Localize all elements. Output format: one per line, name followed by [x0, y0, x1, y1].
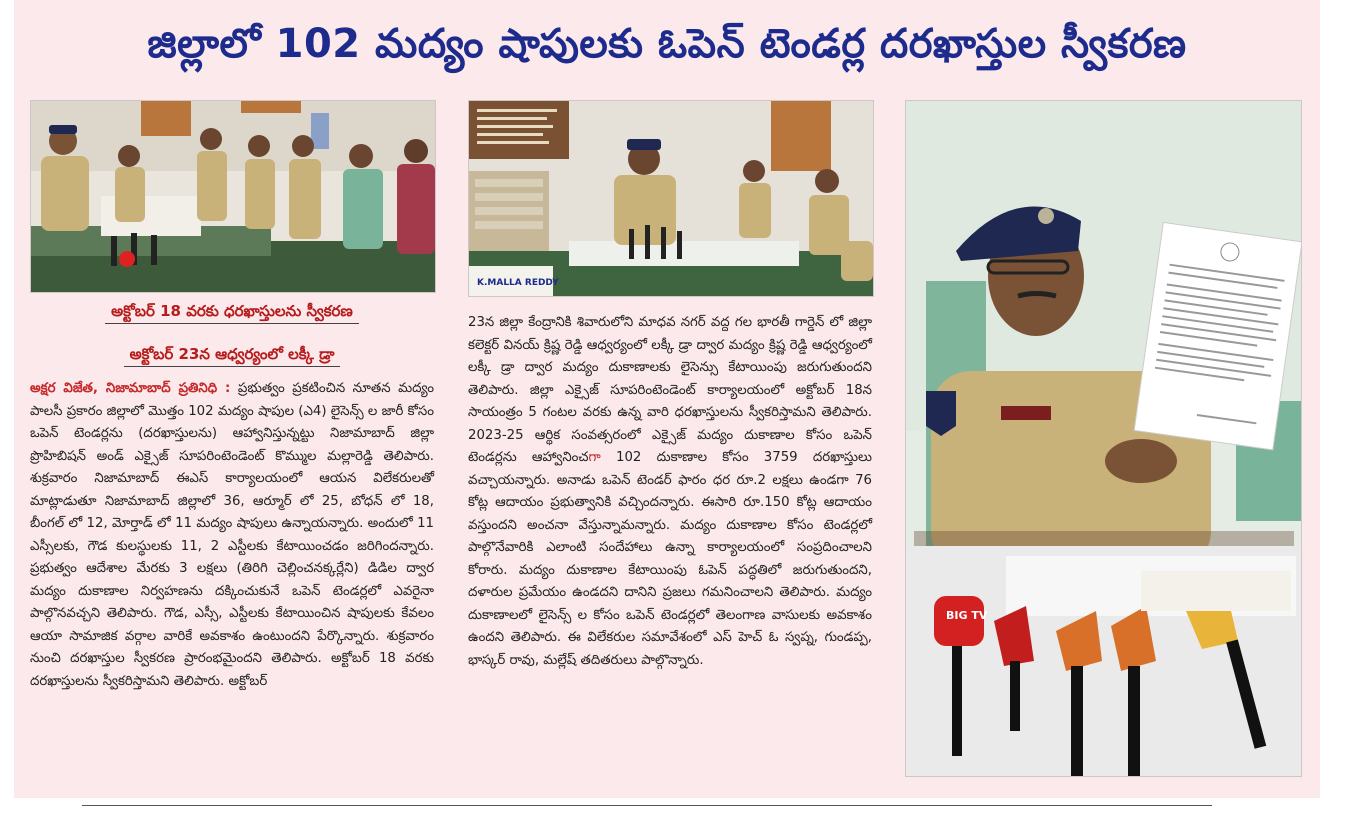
officer-holding-document-photo [905, 100, 1302, 777]
headline: జిల్లాలో 102 మద్యం షాపులకు ఓపెన్ టెండర్ల దరఖాస్తుల స్వీకరణ [147, 21, 1187, 67]
subhead-deadline-text: అక్టోబర్ 18 వరకు ధరఖాస్తులను స్వీకరణ [105, 302, 359, 324]
column-2-text-red: గా [588, 450, 601, 465]
article-column-2 [468, 312, 872, 672]
press-meet-photo-2 [468, 100, 874, 297]
subhead-deadline [30, 302, 434, 324]
column-2-paragraph [468, 312, 872, 672]
bottom-rule [82, 805, 1212, 806]
press-meet-photo-1 [30, 100, 436, 293]
column-2-text-b: 102 దుకాణాల కోసం 3759 దరఖాస్తులు వచ్చాయన్నారు. అనాడు ఒపెన్ టెండర్ ఫారం ధర రూ.2 లక్షలు ఉండగా 76 కోట్ల ఆదాయం ప్రభుత్వానికి వచ్చిందన్నారు. ఈసారి రూ.150 కోట్ల ఆదాయం వస్తుందని అంచనా వేస్తున్నామన్నారు. మద్యం దుకాణాల కోసం టెండర్లలో పాల్గొనేవారికి ఎలాంటి సందేహాలు ఉన్నా కార్యాలయంలో సంప్రదించాలని కోరారు. మద్యం దుకాణాల కేటాయింపు ఓపెన్ పద్ధతిలో జరుగుతుందని, దళారుల ప్రమేయం ఉండదని దానిని ప్రజలు గమనించాలని తెలిపారు. మద్యం దుకాణాలలో లైసెన్స్ ల కోసం ఒపెన్ టెండర్లలో తెలంగాణ వాసులకు అవకాశం ఉందని తెలిపారు. ఈ విలేకరుల సమావేశంలో ఎస్ హెచ్ ఓ స్వప్న, గుండప్ప, భాస్కర్ రావు, మల్లేష్ తదితరులు పాల్గొన్నారు. [468, 450, 872, 668]
subhead-lucky-draw [30, 345, 434, 367]
byline: అక్షర విజేత, నిజామాబాద్ ప్రతినిధి : [30, 381, 231, 396]
name-plate-text: K.MALLA REDDY [477, 278, 559, 288]
column-1-paragraph [30, 378, 434, 693]
newspaper-page [14, 0, 1320, 798]
article-column-1 [30, 378, 434, 693]
subhead-lucky-draw-text: అక్టోబర్ 23న ఆధ్వర్యంలో లక్కీ డ్రా [124, 345, 341, 367]
column-2-text-a: 23న జిల్లా కేంద్రానికి శివారులోని మాధవ నగర్ వద్ద గల భారతీ గార్డెన్ లో జిల్లా కలెక్టర్ వినయ్ క్రిష్ణ రెడ్డి ఆధ్వర్యంలో లక్కీ డ్రా ద్వార మద్యం క్రిష్ణ రెడ్డి ఆధ్వర్యంలో లక్కీ డ్రా ద్వార మద్యం దుకాణాలకు లైసెన్సు కేటాయింపు జరుగుతుందని తెలిపారు. జిల్లా ఎక్సైజ్ సూపరింటెండెంట్ కార్యాలయంలో అక్టోబర్ 18న సాయంత్రం 5 గంటల వరకు ఉన్న వారి ధరఖాస్తులను స్వీకరిస్తామని తెలిపారు. 2023-25 ఆర్థిక సంవత్సరంలో ఎక్సైజ్ మద్యం దుకాణాల కోసం ఒపెన్ టెండర్లను ఆహ్వానించ [468, 315, 872, 465]
column-1-text: ప్రభుత్వం ప్రకటించిన నూతన మద్యం పాలసీ ప్రకారం జిల్లాలో మొత్తం 102 మద్యం షాపుల (ఎ4) లైసెన్స్ ల జారీ కోసం ఒపెన్ టెండర్లను (దరఖాస్తులను) ఆహ్వానిస్తున్నట్టు నిజామాబాద్ జిల్లా ప్రొహిబిషన్ అండ్ ఎక్సైజ్ సూపరింటెండెంట్ కొమ్ముల మల్లారెడ్డి తెలిపారు. శుక్రవారం నిజామాబాద్ ఈఎస్ కార్యాలయంలో ఆయన విలేకరులతో మాట్లాడుతూ నిజామాబాద్ జిల్లాలో 36, ఆర్మూర్ లో 25, బోధన్ లో 18, బీంగల్ లో 12, మోర్తాడ్ లో 11 మద్యం షాపులు ఉన్నాయన్నారు. అందులో 11 ఎస్సీలకు, గౌడ కులస్థులకు 11, 2 ఎస్టీలకు కేటాయించడం జరిగిందన్నారు. ప్రభుత్వం ఆదేశాల మేరకు 3 లక్షలు (తిరిగి చెల్లించనక్కర్లేని) డిడిల ద్వార మద్యం దుకాణాల నిర్వహణను దక్కించుకునే ఒపెన్ టెండర్లలో ఎవరైనా పాల్గొనవచ్చని తెలిపారు. గౌడ, ఎస్సీ, ఎస్టీలకు కేటాయించిన షాపులకు కేవలం ఆయా సామాజిక వర్గాల వారికే అవకాశం ఉంటుందని పేర్కొన్నారు. శుక్రవారం నుంచి దరఖాస్తుల స్వీకరణ ప్రారంభమైందని తెలిపారు. అక్టోబర్ 18 వరకు దరఖాస్తులను స్వీకరిస్తామని తెలిపారు. అక్టోబర్ [30, 381, 434, 689]
mic-brand-label: BIG TV [946, 609, 988, 622]
